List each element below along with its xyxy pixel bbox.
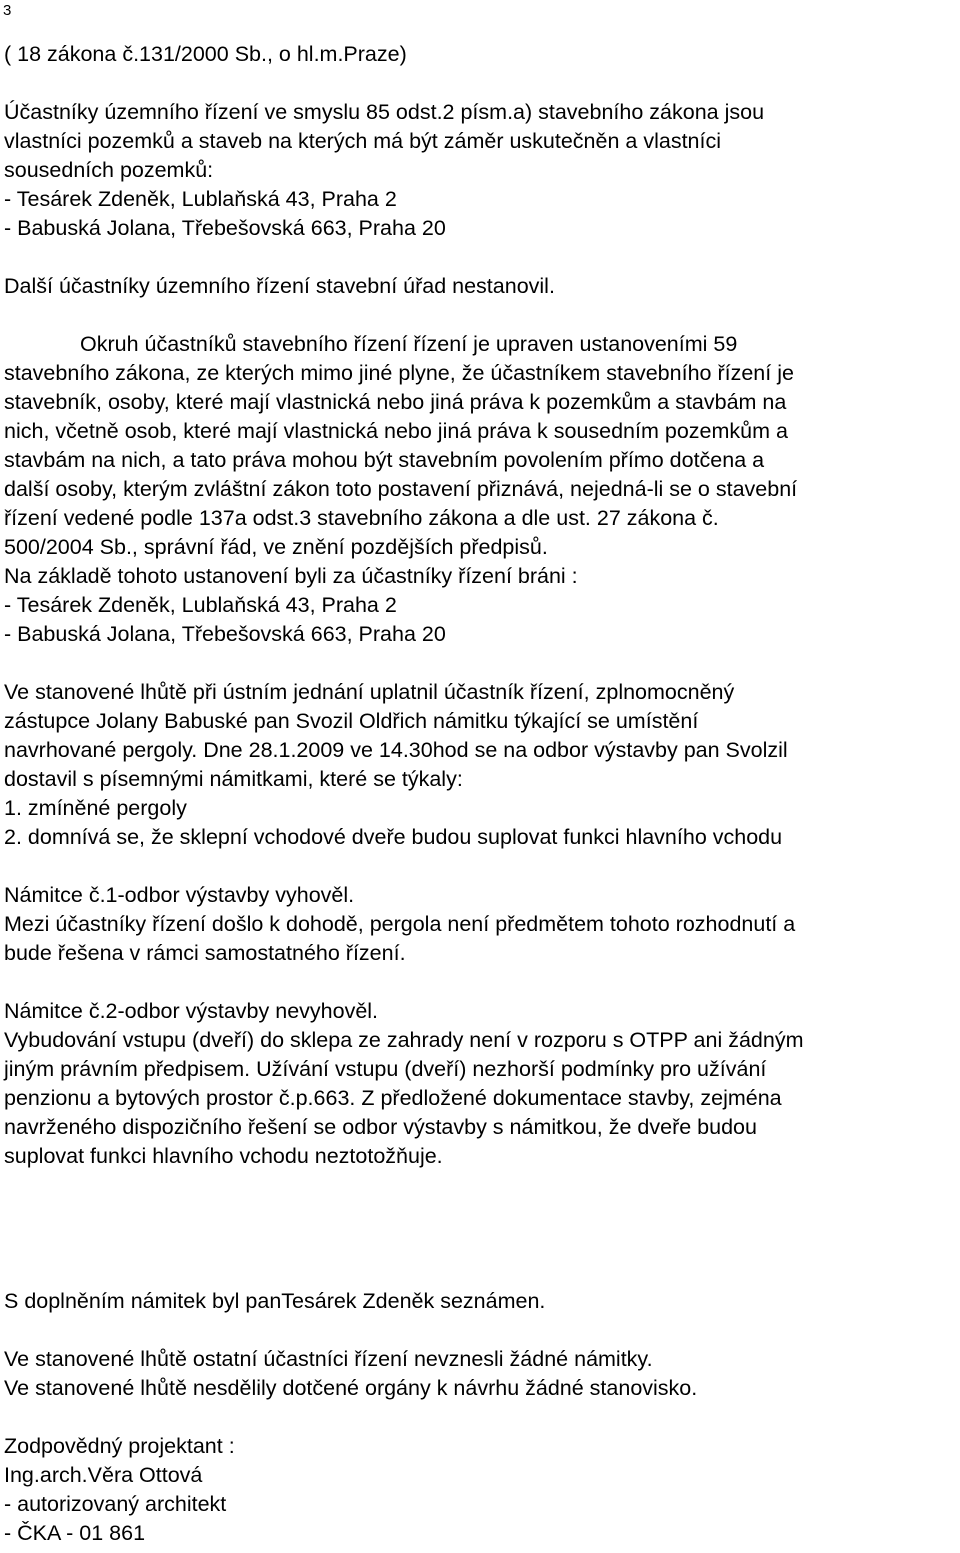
text-line: Ve stanovené lhůtě nesdělily dotčené orgány k návrhu žádné stanovisko. [4,1376,698,1400]
text-line: nich, včetně osob, které mají vlastnická nebo jiná práva k sousedním pozemkům a [4,419,788,443]
text-line: - autorizovaný architekt [4,1492,227,1516]
text-line: S doplněním námitek byl panTesárek Zdeněk seznámen. [4,1289,546,1313]
text-line: dostavil s písemnými námitkami, které se týkaly: [4,767,463,791]
text-line: 1. zmíněné pergoly [4,796,187,820]
text-line: Ing.arch.Věra Ottová [4,1463,203,1487]
text-line: zástupce Jolany Babuské pan Svozil Oldřich námitku týkající se umístění [4,709,699,733]
text-line: Ve stanovené lhůtě ostatní účastníci řízení nevznesli žádné námitky. [4,1347,653,1371]
text-line: - Babuská Jolana, Třebešovská 663, Praha 20 [4,622,446,646]
text-line: penzionu a bytových prostor č.p.663. Z předložené dokumentace stavby, zejména [4,1086,782,1110]
text-line: ( 18 zákona č.131/2000 Sb., o hl.m.Praze) [4,42,407,66]
text-line: 2. domnívá se, že sklepní vchodové dveře budou suplovat funkci hlavního vchodu [4,825,783,849]
text-line: stavebního zákona, ze kterých mimo jiné plyne, že účastníkem stavebního řízení je [4,361,794,385]
text-line: Námitce č.2-odbor výstavby nevyhověl. [4,999,379,1023]
page-number: 3 [3,2,12,19]
text-line: stavbám na nich, a tato práva mohou být stavebním povolením přímo dotčena a [4,448,765,472]
text-line: jiným právním předpisem. Užívání vstupu (dveří) nezhorší podmínky pro užívání [4,1057,767,1081]
document-body [4,40,958,1548]
text-line: řízení vedené podle 137a odst.3 stavebního zákona a dle ust. 27 zákona č. [4,506,719,530]
text-line: Vybudování vstupu (dveří) do sklepa ze zahrady není v rozporu s OTPP ani žádným [4,1028,804,1052]
text-line: - ČKA - 01 861 [4,1521,146,1545]
text-line: bude řešena v rámci samostatného řízení. [4,941,406,965]
text-line: Ve stanovené lhůtě při ústním jednání uplatnil účastník řízení, zplnomocněný [4,680,735,704]
text-line: - Tesárek Zdeněk, Lublaňská 43, Praha 2 [4,593,397,617]
text-line: Účastníky územního řízení ve smyslu 85 odst.2 písm.a) stavebního zákona jsou [4,100,765,124]
text-line: Námitce č.1-odbor výstavby vyhověl. [4,883,355,907]
text-line: Další účastníky územního řízení stavební úřad nestanovil. [4,274,555,298]
text-line: Mezi účastníky řízení došlo k dohodě, pergola není předmětem tohoto rozhodnutí a [4,912,796,936]
text-line: Okruh účastníků stavebního řízení řízení je upraven ustanoveními 59 [80,332,738,356]
text-line: navrhované pergoly. Dne 28.1.2009 ve 14.30hod se na odbor výstavby pan Svolzil [4,738,788,762]
text-line: - Tesárek Zdeněk, Lublaňská 43, Praha 2 [4,187,397,211]
text-line: suplovat funkci hlavního vchodu neztotožňuje. [4,1144,443,1168]
text-line: Zodpovědný projektant : [4,1434,235,1458]
text-line: stavebník, osoby, které mají vlastnická nebo jiná práva k pozemkům a stavbám na [4,390,787,414]
text-line: 500/2004 Sb., správní řád, ve znění pozdějších předpisů. [4,535,548,559]
text-line: - Babuská Jolana, Třebešovská 663, Praha 20 [4,216,446,240]
text-line: Na základě tohoto ustanovení byli za účastníky řízení bráni : [4,564,578,588]
text-line: navrženého dispozičního řešení se odbor výstavby s námitkou, že dveře budou [4,1115,757,1139]
text-line: vlastníci pozemků a staveb na kterých má být záměr uskutečněn a vlastníci [4,129,721,153]
text-line: další osoby, kterým zvláštní zákon toto postavení přiznává, nejedná-li se o stavební [4,477,798,501]
text-line: sousedních pozemků: [4,158,214,182]
